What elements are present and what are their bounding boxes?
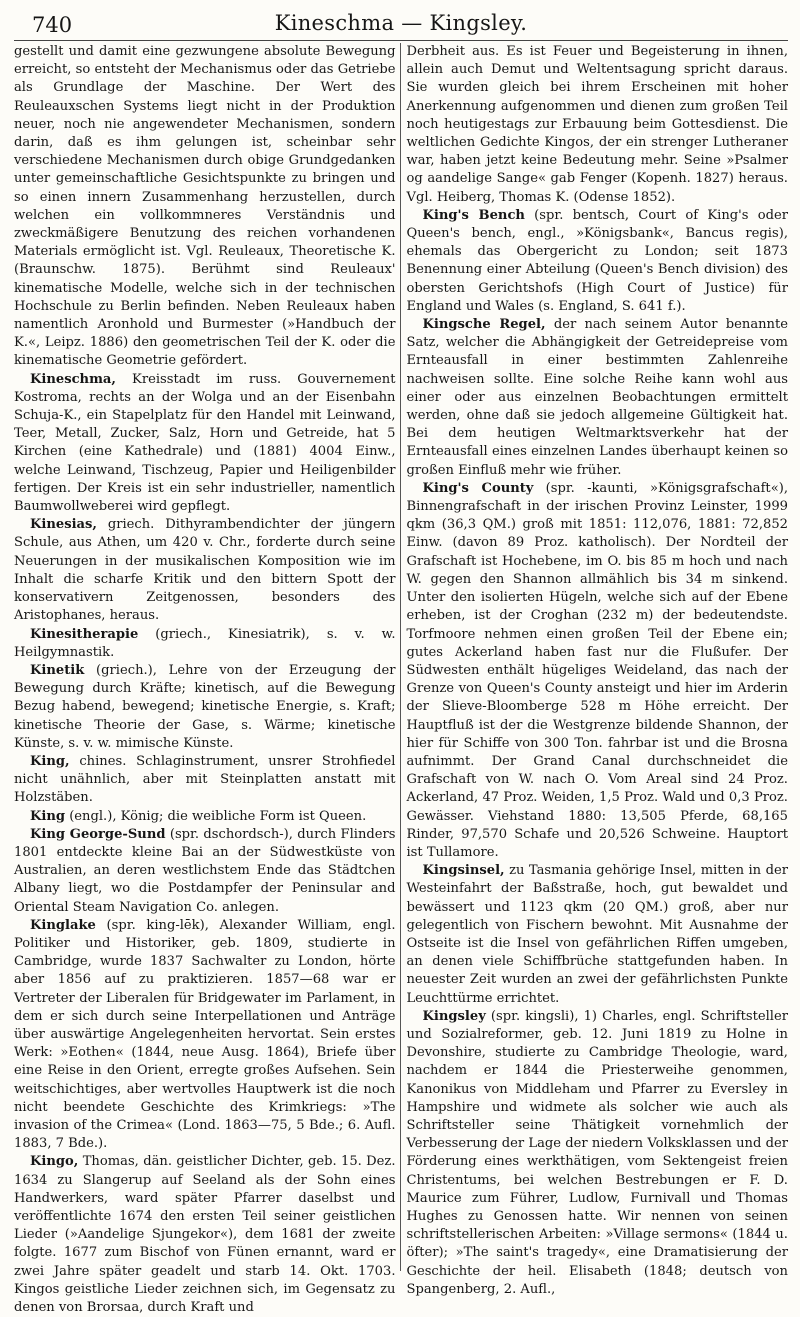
entry-text: zu Tasmania gehörige Insel, mitten in der Westeinfahrt der Baßstraße, hoch, gut bewaldet und bewässert und 1123 qkm (20 QM.) groß, aber nur gelegentlich von Fischern bewohnt. Mit Ausnahme der Ostseite ist die Insel von gefährlichen Riffen umgeben, an denen viele Schiffbrüche stattgefunden haben. In neuester Zeit wurden an zwei der gefährlichsten Punkte Leuchttürme errichtet. <box>406 863 788 1006</box>
entry-text: (engl.), König; die weibliche Form ist Queen. <box>65 808 367 824</box>
dictionary-entry <box>14 626 396 662</box>
entry-text: griech. Dithyrambendichter der jüngern Schule, aus Athen, um 420 v. Chr., forderte durch seine Neuerungen in der musikalischen Komposition wie im Inhalt die scharfe Kritik und den bittern Spott der konservativern Zeitgenossen, besonders des Aristophanes, heraus. <box>14 517 396 624</box>
entry-text: (griech., Kinesiatrik), s. v. w. Heilgymnastik. <box>14 626 396 660</box>
page-number: 740 <box>32 13 73 37</box>
entry-text: Thomas, dän. geistlicher Dichter, geb. 15. Dez. 1634 zu Slangerup auf Seeland als der Sohn eines Handwerkers, ward später Pfarrer daselbst und veröffentlichte 1674 den ersten Teil seiner geistlichen Lieder (»Aandelige Sjungekor«), dem 1681 der zweite folgte. 1677 zum Bischof von Fünen ernannt, ward er zwei Jahre später geadelt und starb 14. Okt. 1703. Kingos geistliche Lieder zeichnen sich, im Gegensatz zu denen von Brorsaa, durch Kraft und <box>14 1154 396 1316</box>
entry-text: (spr. -kaunti, »Königsgrafschaft«), Binnengrafschaft in der irischen Provinz Leinster, 1999 qkm (36,3 QM.) groß mit 1851: 112,076, 1881: 72,852 Einw. (davon 89 Proz. katholisch). Der Nordteil der Grafschaft ist Hochebene, im O. bis 85 m hoch und nach W. gegen den Shannon allmählich bis 34 m sinkend. Unter den isolierten Hügeln, welche sich auf der Ebene erheben, ist der Croghan (232 m) der bedeutendste. Torfmoore nehmen einen großen Teil der Ebene ein; gutes Ackerland haben fast nur die Flußufer. Der Südwesten enthält hügeliges Weideland, das nach der Grenze von Queen's County ansteigt und hier im Arderin der Slieve-Bloomberge 528 m Höhe erreicht. Der Hauptfluß ist der die Westgrenze bildende Shannon, der hier für Schiffe von 300 Ton. fahrbar ist und die Brosna aufnimmt. Der Grand Canal durchschneidet die Grafschaft von W. nach O. Vom Areal sind 24 Proz. Ackerland, 47 Proz. Weiden, 1,5 Proz. Wald und 0,3 Proz. Gewässer. Viehstand 1880: 13,505 Pferde, 68,165 Rinder, 97,570 Schafe und 20,526 Schweine. Hauptort ist Tullamore. <box>406 480 788 860</box>
dictionary-entry <box>14 1153 396 1317</box>
entry-text: Kreisstadt im russ. Gouvernement Kostroma, rechts an der Wolga und an der Eisenbahn Schuja-K., ein Stapelplatz für den Handel mit Leinwand, Teer, Metall, Zucker, Salz, Horn und Getreide, hat 5 Kirchen (eine Kathedrale) und (1881) 4004 Einw., welche Leinwand, Tischzeug, Papier und Heiligenbilder fertigen. Der Kreis ist ein sehr industrieller, namentlich Baumwollweberei wird gepflegt. <box>14 371 396 515</box>
dictionary-entry <box>406 207 788 316</box>
entry-headword: King, <box>30 753 70 769</box>
entry-continuation <box>14 43 396 371</box>
entry-headword: Kinesitherapie <box>30 626 139 642</box>
left-column <box>14 43 400 1316</box>
entry-text: (spr. dschordsch-), durch Flinders 1801 entdeckte kleine Bai an der Südwestküste von Australien, an deren westlichstem Ende das Städtchen Albany liegt, wo die Postdampfer der Peninsular and Oriental Steam Navigation Co. anlegen. <box>14 826 396 915</box>
dictionary-entry <box>14 516 396 625</box>
dictionary-entry <box>14 662 396 753</box>
dictionary-entry <box>406 1008 788 1299</box>
entry-text: (spr. bentsch, Court of King's oder Queen's bench, engl., »Königsbank«, Bancus regis), ehemals das Obergericht zu London; seit 1873 Benennung einer Abteilung (Queen's Bench division) des obersten Gerichtshofs (High Court of Justice) für England und Wales (s. England, S. 641 f.). <box>406 207 788 314</box>
dictionary-entry <box>14 917 396 1154</box>
entry-text: (spr. kingsli), 1) Charles, engl. Schriftsteller und Sozialreformer, geb. 12. Juni 1819 zu Holne in Devonshire, studierte zu Cambridge Theologie, ward, nachdem er 1844 die Priesterweihe genommen, Kanonikus von Middleham und Pfarrer zu Eversley in Hampshire und widmete als solcher wie auch als Schriftsteller seine Thätigkeit vornehmlich der Verbesserung der Lage der niedern Volksklassen und der Förderung eines werkthätigen, vom Sektengeist freien Christentums, bei welchen Bestrebungen er F. D. Maurice zum Führer, Ludlow, Furnivall und Thomas Hughes zu Genossen hatte. Wir nennen von seinen schriftstellerischen Arbeiten: »Village sermons« (1844 u. öfter); »The saint's tragedy«, eine Dramatisierung der Geschichte der heil. Elisabeth (1848; deutsch von Spangenberg, 2. Aufl., <box>406 1008 788 1297</box>
entry-text: (spr. king-lēk), Alexander William, engl. Politiker und Historiker, geb. 1809, studierte in Cambridge, wurde 1837 Sachwalter zu London, hörte aber 1856 auf zu praktizieren. 1857—68 war er Vertreter der Liberalen für Bridgewater im Parlament, in dem er sich durch seine Interpellationen und Anträge über auswärtige Angelegenheiten hervortat. Sein erstes Werk: »Eothen« (1844, neue Ausg. 1864), Briefe über eine Reise in den Orient, erregte großes Aufsehen. Sein weitschichtiges, aber wertvolles Hauptwerk ist die noch nicht beendete Geschichte des Krimkriegs: »The invasion of the Crimea« (Lond. 1863—75, 5 Bde.; 6. Aufl. 1883, 7 Bde.). <box>14 917 396 1152</box>
entry-headword: Kingsche Regel, <box>422 317 546 333</box>
dictionary-entry <box>14 753 396 808</box>
entry-text: gestellt und damit eine gezwungene absolute Bewegung erreicht, so entsteht der Mechanismus oder das Getriebe als Grundlage der Maschine. Der Wert des Reuleauxschen Systems liegt nicht in der Produktion neuer, noch nie angewendeter Mechanismen, sondern darin, daß es ihm gelungen ist, scheinbar sehr verschiedene Mechanismen durch obige Grundgedanken unter gemeinschaftliche Gesichtspunkte zu bringen und so einen innern Zusammenhang herzustellen, durch welchen ein vollkommneres Verständnis und zweckmäßigere Benutzung des reichen vorhandenen Materials ermöglicht ist. Vgl. Reuleaux, Theoretische K. (Braunschw. 1875). Berühmt sind Reuleaux' kinematische Modelle, welche sich in der technischen Hochschule zu Berlin befinden. Neben Reuleaux haben namentlich Aronhold und Burmester (»Handbuch der K.«, Leipz. 1886) den geometrischen Teil der K. oder die kinematische Geometrie gefördert. <box>14 44 396 369</box>
entry-headword: Kinesias, <box>30 517 97 533</box>
running-title: Kineschma — Kingsley. <box>274 11 528 35</box>
entry-headword: Kingsley <box>422 1008 486 1024</box>
entry-headword: King George-Sund <box>30 826 166 842</box>
entry-continuation <box>406 43 788 207</box>
entry-headword: King's Bench <box>422 207 525 223</box>
entry-text: Derbheit aus. Es ist Feuer und Begeisterung in ihnen, allein auch Demut und Weltentsagung spricht daraus. Sie wurden gleich bei ihrem Erscheinen mit hoher Anerkennung aufgenommen und dienen zum großen Teil noch heutigestags zur Erbauung beim Gottesdienst. Die weltlichen Gedichte Kingos, der ein strenger Lutheraner war, haben jetzt keine Bedeutung mehr. Seine »Psalmer og aandelige Sange« gab Fenger (Kopenh. 1827) heraus. Vgl. Heiberg, Thomas K. (Odense 1852). <box>406 44 788 205</box>
entry-headword: Kinglake <box>30 917 96 933</box>
dictionary-entry <box>406 316 788 480</box>
entry-headword: Kingo, <box>30 1154 79 1170</box>
entry-headword: King's County <box>422 480 534 496</box>
entry-headword: Kineschma, <box>30 371 116 387</box>
dictionary-entry <box>14 808 396 826</box>
right-column <box>400 43 788 1297</box>
text-columns <box>14 43 788 1316</box>
page-header <box>14 0 788 41</box>
entry-headword: Kinetik <box>30 662 85 678</box>
dictionary-entry <box>14 371 396 517</box>
entry-headword: Kingsinsel, <box>422 863 505 879</box>
entry-text: chines. Schlaginstrument, unsrer Strohfiedel nicht unähnlich, aber mit Steinplatten anstatt mit Holzstäben. <box>14 753 396 806</box>
dictionary-entry <box>406 862 788 1008</box>
dictionary-entry <box>406 480 788 862</box>
entry-text: der nach seinem Autor benannte Satz, welcher die Abhängigkeit der Getreidepreise vom Ernteausfall in einer bestimmten Zahlenreihe nachweisen sollte. Eine solche Reihe kann wohl aus einer oder aus einzelnen Beobachtungen ermittelt werden, ohne daß sie jedoch allgemeine Gültigkeit hat. Bei dem heutigen Weltmarktsverkehr hat der Ernteausfall eines einzelnen Landes überhaupt keinen so großen Einfluß mehr wie früher. <box>406 317 788 478</box>
entry-headword: King <box>30 808 66 824</box>
entry-text: (griech.), Lehre von der Erzeugung der Bewegung durch Kräfte; kinetisch, auf die Bewegung Bezug habend, bewegend; kinetische Energie, s. Kraft; kinetische Theorie der Gase, s. Wärme; kinetische Künste, s. v. w. mimische Künste. <box>14 662 396 751</box>
dictionary-entry <box>14 826 396 917</box>
